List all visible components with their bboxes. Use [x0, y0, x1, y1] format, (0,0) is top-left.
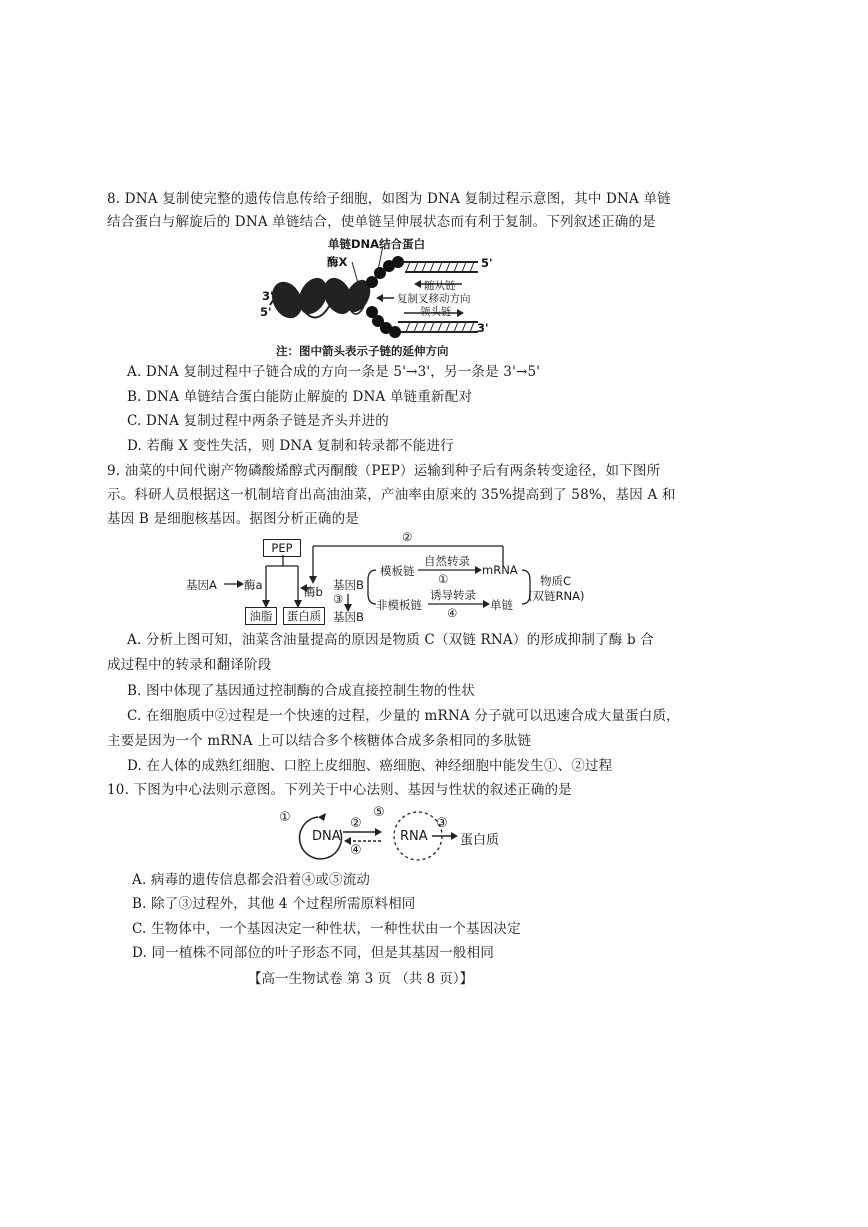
label-num1: ①	[279, 810, 291, 825]
page-footer: 【高一生物试卷 第 3 页 （共 8 页）】	[248, 971, 474, 987]
label-num2: ②	[350, 816, 362, 831]
q9-option-a-line2: 成过程中的转录和翻译阶段	[107, 657, 272, 673]
label-gene-b-top: 基因B	[333, 578, 364, 592]
q9-option-c-line2: 主要是因为一个 mRNA 上可以结合多个核糖体合成多条相同的多肽链	[107, 733, 532, 749]
label-non-template-strand: 非模板链	[376, 598, 422, 612]
q9-stem-line2: 示。科研人员根据这一机制培育出高油油菜，产油率由原来的 35%提高到了 58%，基因 A 和	[107, 487, 676, 503]
q9-option-a-line1: A. 分析上图可知，油菜含油量提高的原因是物质 C（双链 RNA）的形成抑制了酶 b 合	[127, 632, 654, 648]
box-oil: 油脂	[245, 607, 277, 625]
label-binding-protein: 单链DNA结合蛋白	[328, 237, 426, 251]
label-lagging-strand: 随从链	[424, 280, 456, 292]
label-leading-strand: 领头链	[420, 306, 452, 318]
q9-stem-line1: 9. 油菜的中间代谢产物磷酸烯醇式丙酮酸（PEP）运输到种子后有两条转变途径，如下图所	[107, 463, 661, 479]
label-enzyme-b: 酶b	[304, 585, 323, 599]
label-protein: 蛋白质	[460, 833, 500, 848]
label-num5: ⑤	[373, 805, 385, 820]
label-enzyme-a: 酶a	[244, 578, 263, 592]
q8-stem-line1: 8. DNA 复制使完整的遗传信息传给子细胞，如图为 DNA 复制过程示意图，其中 DNA 单链	[107, 191, 671, 207]
q9-option-d: D. 在人体的成熟红细胞、口腔上皮细胞、癌细胞、神经细胞中能发生①、②过程	[127, 758, 613, 774]
label-num3: ③	[333, 592, 344, 606]
q8-option-d: D. 若酶 X 变性失活，则 DNA 复制和转录都不能进行	[127, 438, 454, 454]
label-mrna: mRNA	[482, 563, 518, 577]
q10-option-c: C. 生物体中，一个基因决定一种性状，一种性状由一个基因决定	[132, 921, 521, 937]
label-num4: ④	[350, 843, 362, 858]
q8-stem-line2: 结合蛋白与解旋后的 DNA 单链结合，使单链呈伸展状态而有利于复制。下列叙述正确的是	[107, 214, 656, 230]
q10-option-d: D. 同一植株不同部位的叶子形态不同，但是其基因一般相同	[132, 945, 495, 961]
label-num1: ①	[438, 572, 449, 586]
q9-option-b: B. 图中体现了基因通过控制酶的合成直接控制生物的性状	[127, 683, 475, 699]
label-double-rna: (双链RNA)	[528, 589, 585, 603]
label-natural-transcription: 自然转录	[424, 554, 470, 568]
label-rna: RNA	[400, 829, 428, 844]
label-5prime-left: 5'	[260, 305, 272, 319]
q9-option-c-line1: C. 在细胞质中②过程是一个快速的过程，少量的 mRNA 分子就可以迅速合成大量蛋白质，	[127, 708, 680, 724]
label-single-strand: 单链	[490, 598, 513, 612]
label-5prime-top: 5'	[481, 256, 493, 270]
q10-option-b: B. 除了③过程外，其他 4 个过程所需原料相同	[132, 896, 416, 912]
label-gene-a: 基因A	[186, 578, 217, 592]
label-dna: DNA	[312, 829, 341, 844]
q10-option-a: A. 病毒的遗传信息都会沿着④或⑤流动	[132, 872, 371, 888]
box-protein: 蛋白质	[283, 607, 325, 625]
q8-figure-note: 注：图中箭头表示子链的延伸方向	[276, 344, 449, 358]
label-num2: ②	[402, 530, 413, 544]
label-fork-direction: 复制叉移动方向	[397, 293, 471, 305]
label-num3: ③	[436, 816, 448, 831]
q9-stem-line3: 基因 B 是细胞核基因。据图分析正确的是	[107, 511, 360, 527]
label-enzyme-x: 酶X	[327, 255, 348, 269]
q10-stem: 10. 下图为中心法则示意图。下列关于中心法则、基因与性状的叙述正确的是	[107, 782, 572, 798]
label-substance-c: 物质C	[540, 574, 572, 588]
q8-option-c: C. DNA 复制过程中两条子链是齐头并进的	[127, 413, 390, 429]
q8-option-b: B. DNA 单链结合蛋白能防止解旋的 DNA 单链重新配对	[127, 389, 473, 405]
box-pep: PEP	[263, 539, 301, 557]
q8-option-a: A. DNA 复制过程中子链合成的方向一条是 5'→3'，另一条是 3'→5'	[127, 364, 541, 380]
label-3prime-bottom: 3'	[477, 321, 489, 335]
label-num4: ④	[447, 606, 458, 620]
label-3prime-left: 3'	[262, 289, 274, 303]
label-template-strand: 模板链	[380, 564, 415, 578]
label-gene-b-bottom: 基因B	[333, 610, 364, 624]
label-induced-transcription: 诱导转录	[430, 588, 476, 602]
